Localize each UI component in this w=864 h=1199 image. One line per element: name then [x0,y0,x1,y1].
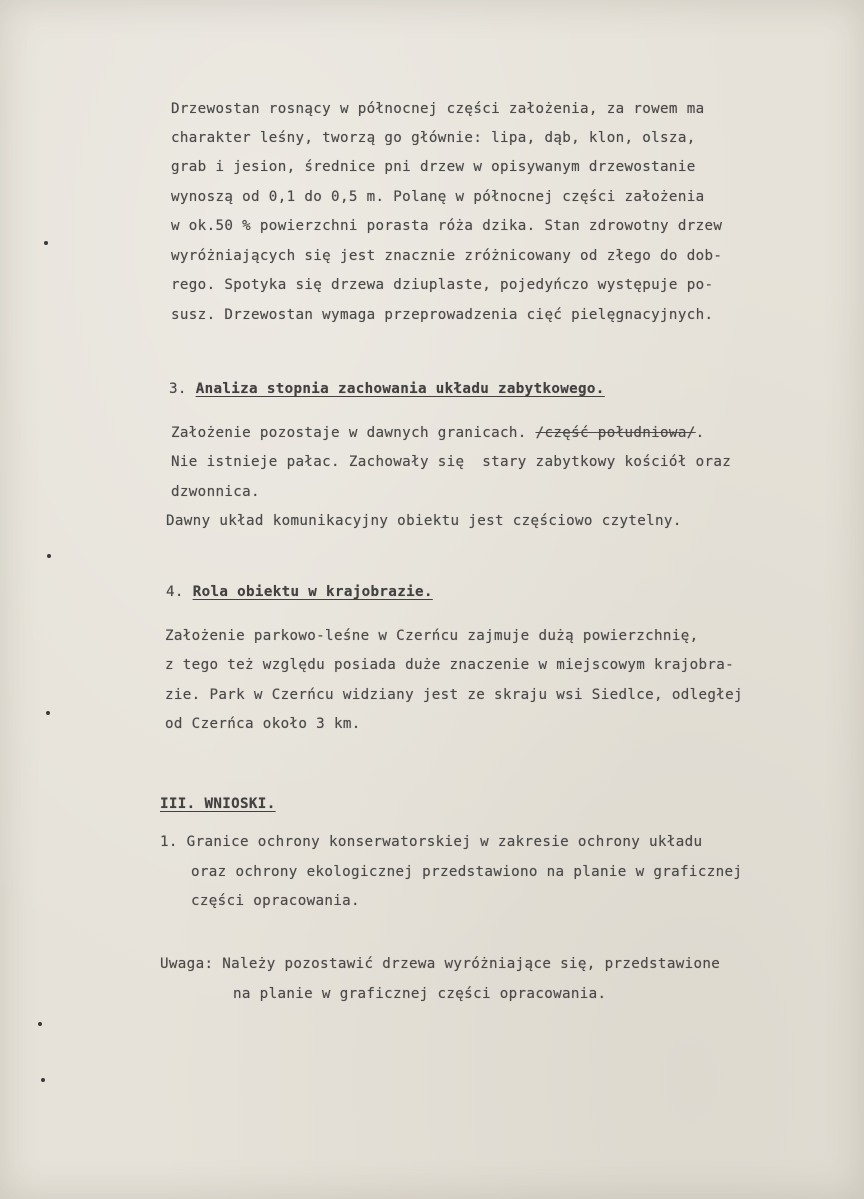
section-3-line: dzwonnica. [171,484,260,500]
note-line: Uwaga: Należy pozostawić drzewa wyróżniające się, przedstawione [160,956,721,972]
wnioski-item-line: 1. Granice ochrony konserwatorskiej w zakresie ochrony układu [160,834,703,850]
margin-dot [46,711,50,715]
section-heading: Analiza stopnia zachowania układu zabytkowego. [195,381,605,397]
margin-dot [44,241,48,245]
note-line: na planie w graficznej części opracowania. [233,986,607,1002]
wnioski-heading: III. WNIOSKI. [160,796,276,812]
section-3-line: Dawny układ komunikacyjny obiektu jest częściowo czytelny. [166,513,682,529]
section-3-heading-row [169,380,605,398]
paragraph-line: rego. Spotyka się drzewa dziuplaste, pojedyńczo występuje po- [171,277,714,293]
paragraph-line: wyróżniających się jest znacznie zróżnicowany od złego do dob- [171,248,723,264]
paragraph-line: wynoszą od 0,1 do 0,5 m. Polanę w północnej części założenia [171,189,705,205]
section-4-heading-row [166,583,433,601]
paragraph-line: Drzewostan rosnący w północnej części założenia, za rowem ma [171,101,705,117]
wnioski-item-line: oraz ochrony ekologicznej przedstawiono na planie w graficznej [191,864,743,880]
section-number: 4. [166,584,193,600]
paragraph-line: w ok.50 % powierzchni porasta róża dzika. Stan zdrowotny drzew [171,218,723,234]
margin-dot [47,554,51,558]
section-heading: Rola obiektu w krajobrazie. [192,584,433,600]
section-4-line: z tego też względu posiada duże znaczenie w miejscowym krajobra- [165,657,735,673]
text-fragment: Założenie pozostaje w dawnych granicach. [171,425,536,441]
section-4-line: od Czerńca około 3 km. [165,716,361,732]
paragraph-line: susz. Drzewostan wymaga przeprowadzenia cięć pielęgnacyjnych. [171,307,714,323]
struck-text: /część południowa/ [535,425,696,441]
paragraph-line: charakter leśny, tworzą go głównie: lipa, dąb, klon, olsza, [171,130,696,146]
section-3-line [171,424,705,442]
margin-dot [38,1022,42,1026]
margin-dot [41,1078,45,1082]
paragraph-line: grab i jesion, średnice pni drzew w opisywanym drzewostanie [171,159,696,175]
section-number: 3. [169,381,196,397]
section-3-line: Nie istnieje pałac. Zachowały się stary zabytkowy kościół oraz [171,454,732,470]
section-4-line: zie. Park w Czerńcu widziany jest ze skraju wsi Siedlce, odległej [165,687,743,703]
wnioski-item-line: części opracowania. [191,893,360,909]
section-4-line: Założenie parkowo-leśne w Czerńcu zajmuje dużą powierzchnię, [165,628,699,644]
text-fragment: . [695,425,705,441]
